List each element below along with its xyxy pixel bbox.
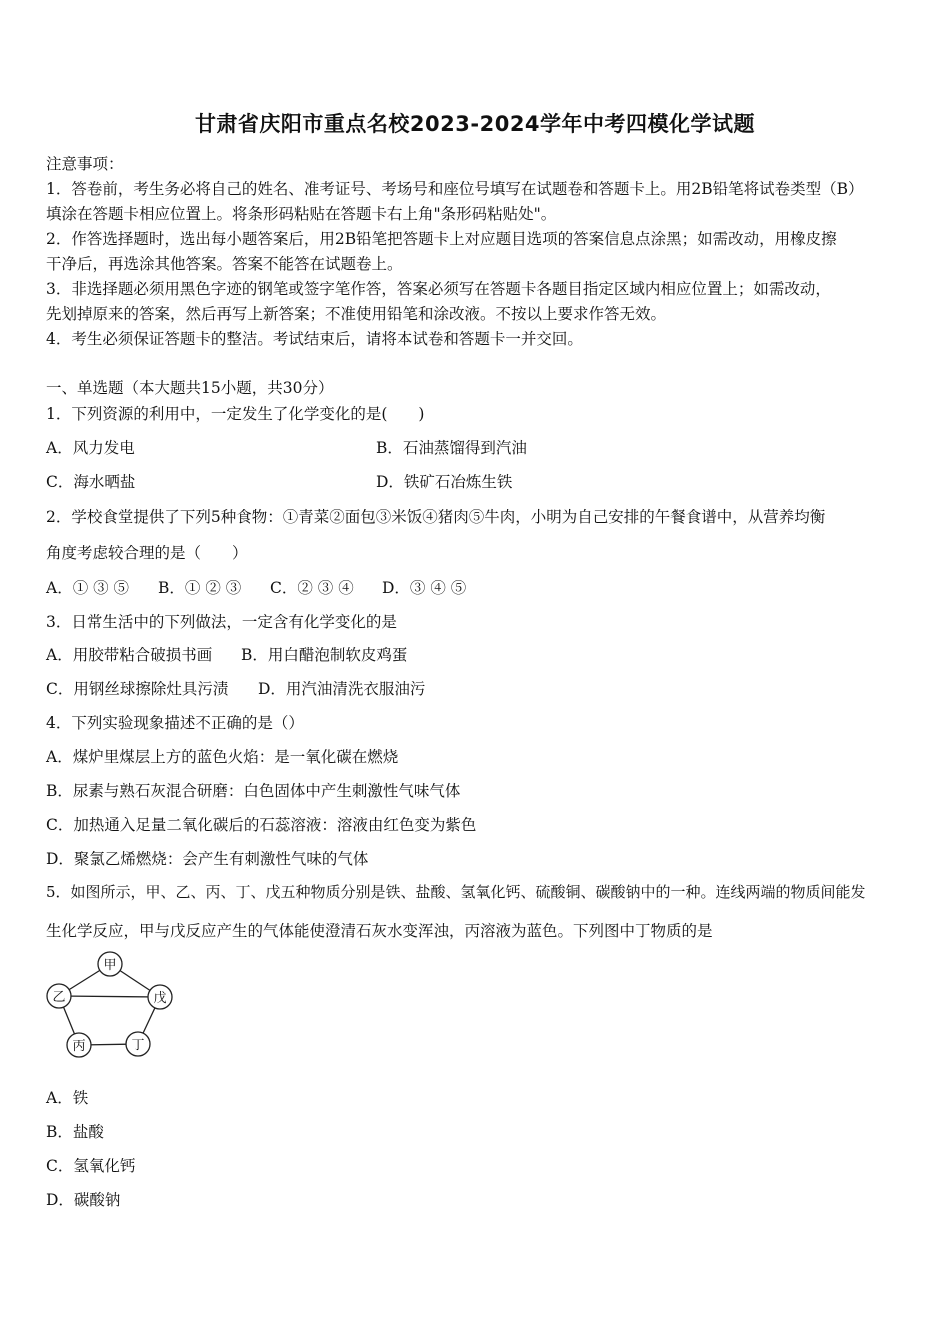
notice-line: 3．非选择题必须用黑色字迹的钢笔或签字笔作答，答案必须写在答题卡各题目指定区域内相应位置上；如需改动， xyxy=(46,280,831,298)
q3-option-d: D．用汽油清洗衣服油污 xyxy=(258,680,426,698)
section-heading: 一、单选题（本大题共15小题，共30分） xyxy=(46,379,334,397)
question-5-stem: 生化学反应，甲与戊反应产生的气体能使澄清石灰水变浑浊，丙溶液为蓝色。下列图中丁物质的是 xyxy=(46,922,713,940)
node-ding: 丁 xyxy=(131,1038,145,1053)
notice-line: 2．作答选择题时，选出每小题答案后，用2B铅笔把答题卡上对应题目选项的答案信息点涂黑；如需改动，用橡皮擦 xyxy=(46,230,837,248)
node-wu: 戊 xyxy=(153,991,167,1006)
q5-option-b: B．盐酸 xyxy=(46,1123,104,1141)
question-5-stem: 5．如图所示，甲、乙、丙、丁、戊五种物质分别是铁、盐酸、氢氧化钙、硫酸铜、碳酸钠中的一种。连线两端的物质间能发 xyxy=(46,883,866,901)
q5-option-a: A．铁 xyxy=(46,1089,89,1107)
q5-option-d: D．碳酸钠 xyxy=(46,1191,121,1209)
node-bing: 丙 xyxy=(72,1039,86,1054)
notice-line: 4．考生必须保证答题卡的整洁。考试结束后，请将本试卷和答题卡一并交回。 xyxy=(46,330,583,348)
q2-option-d: D．③ ④ ⑤ xyxy=(382,579,467,597)
question-3-stem: 3．日常生活中的下列做法，一定含有化学变化的是 xyxy=(46,613,397,631)
q4-option-a: A．煤炉里煤层上方的蓝色火焰：是一氧化碳在燃烧 xyxy=(46,748,399,766)
q2-option-b: B．① ② ③ xyxy=(158,579,242,597)
notice-line: 先划掉原来的答案，然后再写上新答案；不准使用铅笔和涂改液。不按以上要求作答无效。 xyxy=(46,305,667,323)
q2-option-c: C．② ③ ④ xyxy=(270,579,354,597)
q4-option-c: C．加热通入足量二氧化碳后的石蕊溶液：溶液由红色变为紫色 xyxy=(46,816,477,834)
notice-heading: 注意事项： xyxy=(46,155,124,173)
q1-option-b: B．石油蒸馏得到汽油 xyxy=(376,439,527,457)
question-2-stem: 角度考虑较合理的是（ ） xyxy=(46,544,248,562)
q4-option-b: B．尿素与熟石灰混合研磨：白色固体中产生刺激性气味气体 xyxy=(46,782,461,800)
q1-option-d: D．铁矿石冶炼生铁 xyxy=(376,473,513,491)
q1-option-a: A．风力发电 xyxy=(46,439,135,457)
node-jia: 甲 xyxy=(103,958,117,973)
q4-option-d: D．聚氯乙烯燃烧：会产生有刺激性气味的气体 xyxy=(46,850,369,868)
q3-option-b: B．用白醋泡制软皮鸡蛋 xyxy=(241,646,408,664)
node-yi: 乙 xyxy=(52,990,66,1005)
q2-option-a: A．① ③ ⑤ xyxy=(46,579,130,597)
question-1-stem: 1．下列资源的利用中，一定发生了化学变化的是( ) xyxy=(46,405,425,423)
q3-option-a: A．用胶带粘合破损书画 xyxy=(46,646,213,664)
question-4-stem: 4．下列实验现象描述不正确的是（） xyxy=(46,714,304,732)
notice-line: 1．答卷前，考生务必将自己的姓名、准考证号、考场号和座位号填写在试题卷和答题卡上。用2B铅笔将试卷类型（B） xyxy=(46,180,864,198)
substance-pentagon-diagram xyxy=(40,950,180,1062)
q3-option-c: C．用钢丝球擦除灶具污渍 xyxy=(46,680,229,698)
question-2-stem: 2．学校食堂提供了下列5种食物：①青菜②面包③米饭④猪肉⑤牛肉，小明为自己安排的午餐食谱中，从营养均衡 xyxy=(46,508,826,526)
notice-line: 填涂在答题卡相应位置上。将条形码粘贴在答题卡右上角"条形码粘贴处"。 xyxy=(46,205,557,223)
page-title: 甘肃省庆阳市重点名校2023-2024学年中考四模化学试题 xyxy=(194,112,756,136)
notice-line: 干净后，再选涂其他答案。答案不能答在试题卷上。 xyxy=(46,255,403,273)
q1-option-c: C．海水晒盐 xyxy=(46,473,136,491)
q5-option-c: C．氢氧化钙 xyxy=(46,1157,136,1175)
